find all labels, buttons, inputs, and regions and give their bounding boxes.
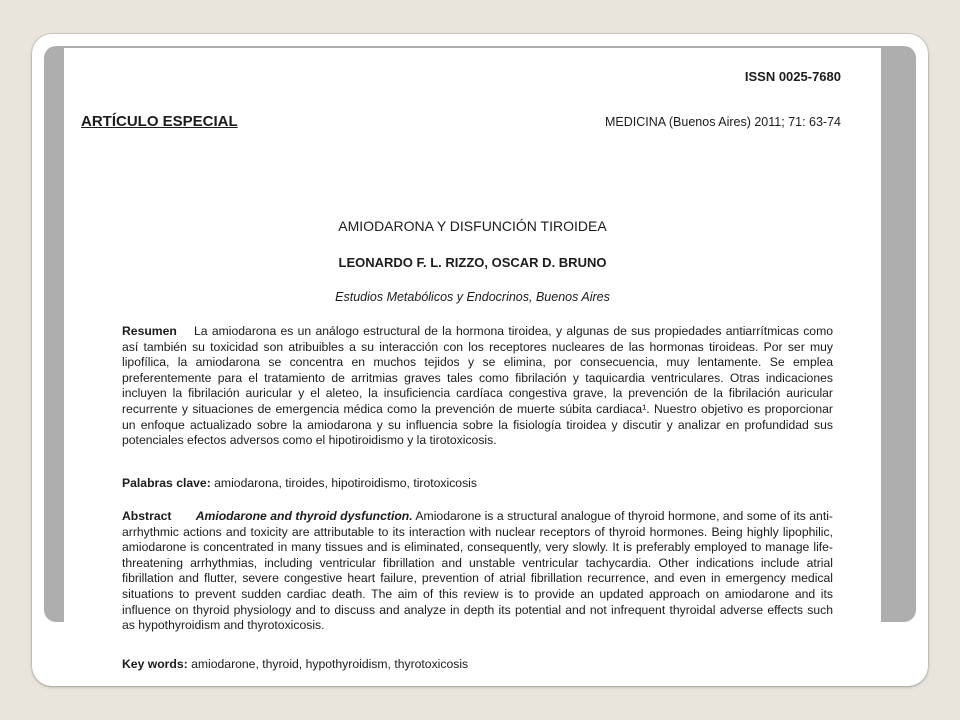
paper-title: AMIODARONA Y DISFUNCIÓN TIROIDEA <box>338 218 607 234</box>
abstract-title: Amiodarone and thyroid dysfunction. <box>195 509 413 523</box>
palabras-clave-text: amiodarona, tiroides, hipotiroidismo, tirotoxicosis <box>214 476 477 490</box>
resumen-section <box>122 324 833 449</box>
key-words-section <box>122 657 833 673</box>
abstract-text: Amiodarone is a structural analogue of thyroid hormone, and some of its anti-arrhythmic actions and toxicity are attributable to its interaction with nuclear receptors of thyroid hormones. Being highly lipophilic, amiodarone is concentrated in many tissues and is eliminated, consequently, very slowly. It is preferably employed to manage life-threatening arrhythmias, including ventricular fibrillation and unstable ventricular tachycardia. Other indications include atrial fibrillation and flutter, severe congestive heart failure, prevention of atrial fibrillation recurrence, and even in emergency medical situations to prevent sudden cardiac death. The aim of this review is to provide an updated approach on amiodarone and its influence on thyroid physiology and to discuss and analyze in depth its potential and not infrequent thyroidal adverse effects such as hypothyroidism and thyrotoxicosis. <box>122 509 833 633</box>
key-words-label: Key words: <box>122 657 188 671</box>
paper-page <box>64 48 881 678</box>
palabras-clave-label: Palabras clave: <box>122 476 211 490</box>
article-type-heading: ARTÍCULO ESPECIAL <box>81 113 238 130</box>
paper-authors: LEONARDO F. L. RIZZO, OSCAR D. BRUNO <box>338 255 607 270</box>
palabras-clave-section <box>122 476 833 492</box>
journal-reference: MEDICINA (Buenos Aires) 2011; 71: 63-74 <box>605 115 841 129</box>
key-words-text: amiodarone, thyroid, hypothyroidism, thyrotoxicosis <box>191 657 469 671</box>
abstract-label: Abstract <box>122 509 172 523</box>
paper-affiliation: Estudios Metabólicos y Endocrinos, Buenos Aires <box>335 290 610 304</box>
issn-label: ISSN 0025-7680 <box>744 69 841 84</box>
abstract-section <box>122 509 833 634</box>
resumen-text: La amiodarona es un análogo estructural de la hormona tiroidea, y algunas de sus propiedades antiarrítmicas como así también su toxicidad son atribuibles a su interacción con los receptores nucleares de las hormonas tiroideas. Por ser muy lipofílica, la amiodarona se concentra en muchos tejidos y se elimina, por consecuencia, muy lentamente. Se emplea preferentemente para el tratamiento de arritmias graves tales como fibrilación y taquicardia ventriculares. Otras indicaciones incluyen la fibrilación auricular y el aleteo, la insuficiencia cardíaca congestiva grave, la prevención de la fibrilación auricular recurrente y situaciones de emergencia médica como la prevención de muerte súbita cardiaca¹. Nuestro objetivo es proporcionar un enfoque actualizado sobre la amiodarona y su influencia sobre la fisiología tiroidea y discutir y analizar en profundidad sus potenciales efectos adversos como el hipotiroidismo y la tirotoxicosis. <box>122 324 834 448</box>
resumen-label: Resumen <box>122 324 177 338</box>
